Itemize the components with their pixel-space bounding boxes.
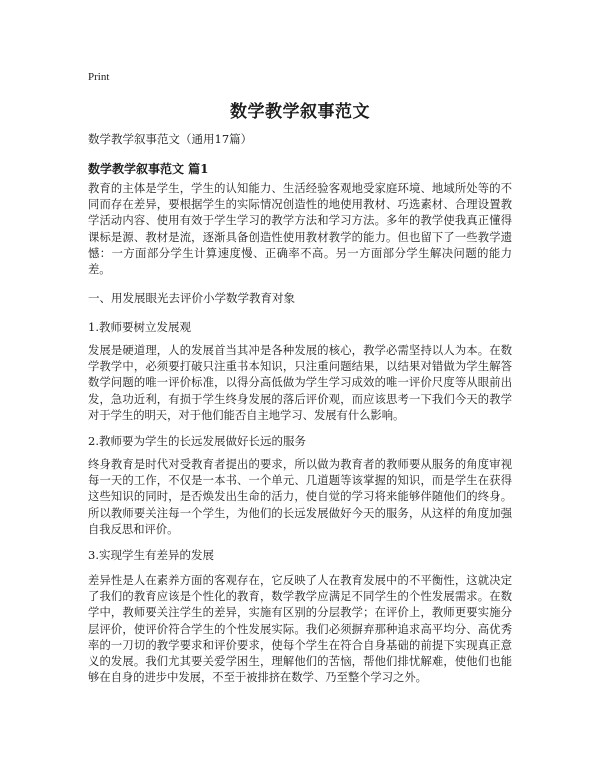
paragraph-differentiated-development: 差异性是人在素养方面的客观存在，它反映了人在教育发展中的不平衡性，这就决定了我们的教育应该是个性化的教育，数学教学应满足不同学生的个性发展需求。在数学中，教师要关注学生的差异，实施有区别的分层教学；在评价上，教师更要实施分层评价，使评价符合学生的个性发展实际。我们必须摒弃那种追求高平均分、高优秀率的一刀切的教学要求和评价要求，使每个学生在符合自身基础的前提下实现真正意义的发展。我们尤其要关爱学困生，理解他们的苦恼，帮他们排忧解难，使他们也能够在自身的进步中发展，不至于被排挤在数学、乃至整个学习之外。 xyxy=(88,574,512,685)
page-title: 数学教学叙事范文 xyxy=(230,102,370,122)
heading-development-view: 1.教师要树立发展观 xyxy=(88,320,191,334)
paragraph-long-term-service: 终身教育是时代对受教育者提出的要求，所以做为教育者的教师要从服务的角度审视每一天的工作，不仅是一本书、一个单元、几道题等该掌握的知识，而是学生在获得这些知识的同时，是否焕发出生命的活力，使自觉的学习将来能够伴随他们的终身。所以教师要关注每一个学生，为他们的长远发展做好今天的服务，从这样的角度加强自我反思和评价。 xyxy=(88,458,512,536)
heading-differentiated-development: 3.实现学生有差异的发展 xyxy=(88,548,214,562)
document-subtitle: 数学教学叙事范文（通用17篇） xyxy=(88,132,253,146)
heading-long-term-service: 2.教师要为学生的长远发展做好长远的服务 xyxy=(88,434,306,448)
paragraph-intro: 教育的主体是学生，学生的认知能力、生活经验客观地受家庭环境、地域所处等的不同而存在差异，要根据学生的实际情况创造性的地使用教材、巧选素材、合理设置教学活动内容、使用有效于学生学习的教学方法和学习方法。多年的教学使我真正懂得课标是源、教材是流，逐渐具备创造性使用教材教学的能力。但也留下了一些教学遗憾：一方面部分学生计算速度慢、正确率不高。另一方面部分学生解决问题的能力差。 xyxy=(88,182,512,277)
heading-evaluation-perspective: 一、用发展眼光去评价小学数学教育对象 xyxy=(88,291,295,305)
paragraph-development-view: 发展是硬道理，人的发展首当其冲是各种发展的核心，教学必需坚持以人为本。在数学教学中，必须要打破只注重书本知识，只注重问题结果，以结果对错做为学生解答数学问题的唯一评价标准，以得分高低做为学生学习成效的唯一评价尺度等从眼前出发，急功近利，有损于学生终身发展的落后评价观，而应该思考一下我们今天的教学对于学生的明天，对于他们能否自主地学习、发展有什么影响。 xyxy=(88,344,512,422)
print-label: Print xyxy=(88,71,110,83)
section-heading: 数学教学叙事范文 篇1 xyxy=(88,162,209,176)
